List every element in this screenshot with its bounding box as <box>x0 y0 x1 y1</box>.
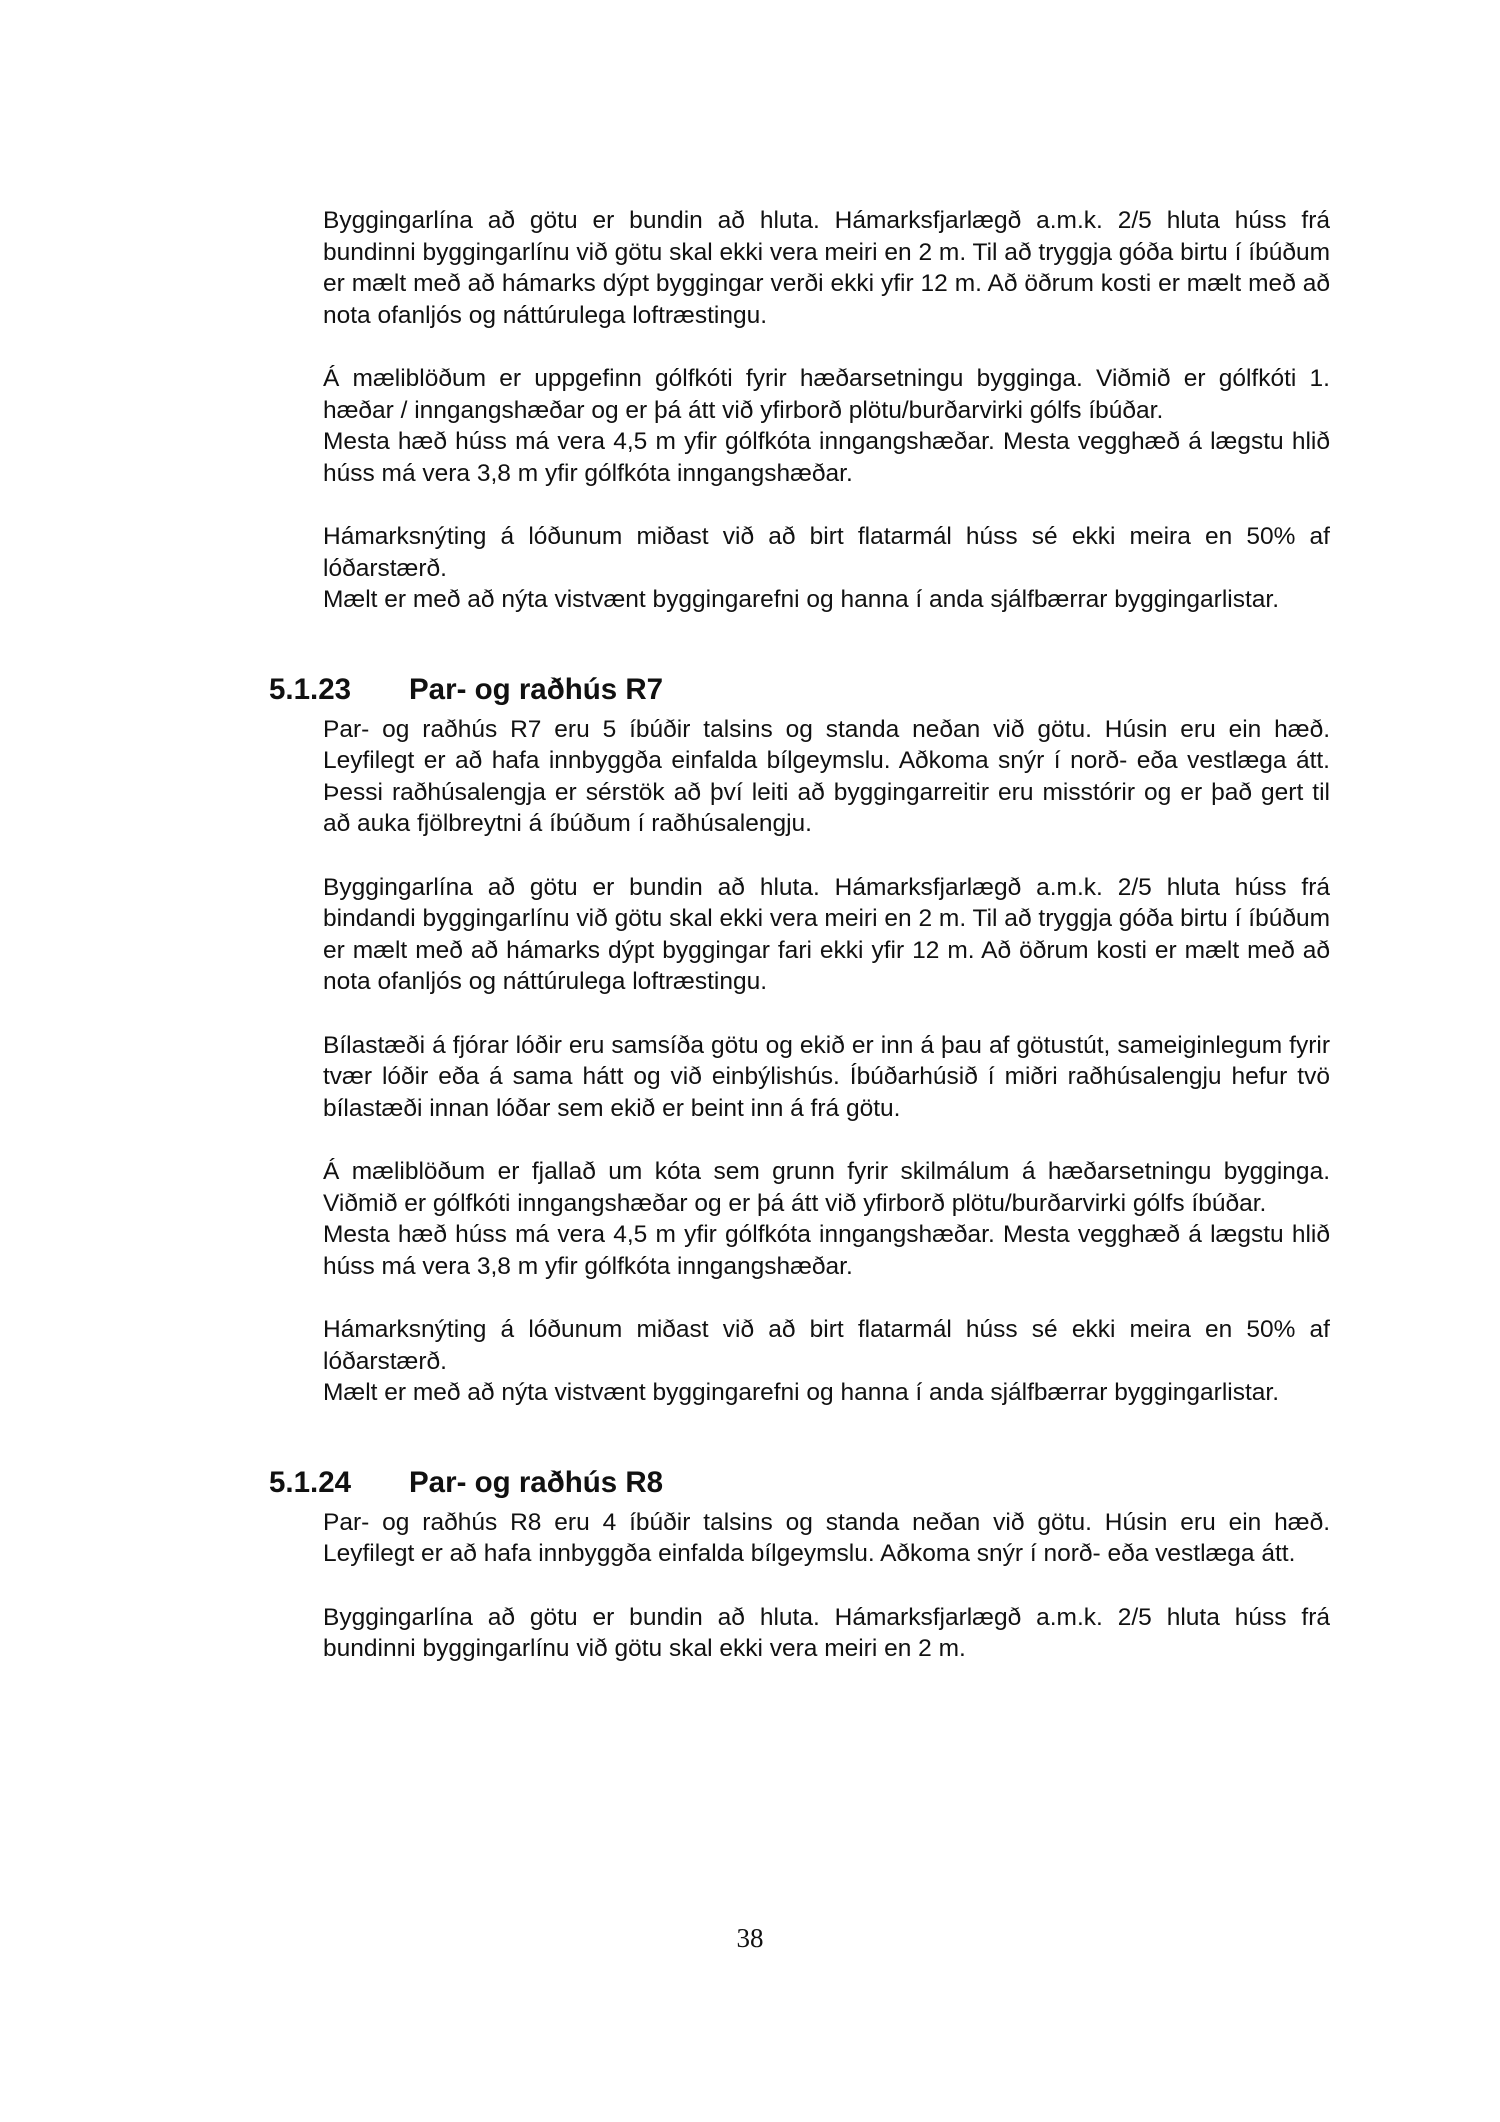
intro-floor-level-paragraph: Á mæliblöðum er uppgefinn gólfkóti fyrir hæðarsetningu bygginga. Viðmið er gólfkóti 1. hæðar / inngangshæðar og er þá átt við yfirborð plötu/burðarvirki gólfs íbúðar. <box>323 365 1330 424</box>
r7-description-paragraph: Par- og raðhús R7 eru 5 íbúðir talsins og standa neðan við götu. Húsin eru ein hæð. Leyfilegt er að hafa innbyggða einfalda bílgeymslu. Aðkoma snýr í norð- eða vestlæga átt. Þessi raðhúsalengja er sérstök að því leiti að byggingarreitir eru misstórir og er það gert til að auka fjölbreytni á íbúðum í raðhúsalengju. <box>323 715 1330 837</box>
r7-parking-paragraph: Bílastæði á fjórar lóðir eru samsíða götu og ekið er inn á þau af götustút, sameiginlegum fyrir tvær lóðir eða á sama hátt og við einbýlishús. Íbúðarhúsið í miðri raðhúsalengju hefur tvö bílastæði innan lóðar sem ekið er beint inn á frá götu. <box>323 1031 1330 1122</box>
intro-max-height-paragraph: Mesta hæð húss má vera 4,5 m yfir gólfkóta inngangshæðar. Mesta vegghæð á lægstu hlið húss má vera 3,8 m yfir gólfkóta inngangshæðar. <box>323 428 1330 487</box>
r7-utilization-paragraph: Hámarksnýting á lóðunum miðast við að birt flatarmál húss sé ekki meira en 50% af lóðarstærð. <box>323 1316 1330 1375</box>
section-r8-heading <box>269 1465 1276 1501</box>
intro-floor-level-block <box>323 363 1330 489</box>
section-r8-title: Par- og raðhús R8 <box>409 1465 664 1499</box>
r8-building-line-paragraph: Byggingarlína að götu er bundin að hluta. Hámarksfjarlægð a.m.k. 2/5 hluta húss frá bundinni byggingarlínu við götu skal ekki vera meiri en 2 m. <box>323 1603 1330 1662</box>
section-r8 <box>269 1465 1330 1665</box>
r7-floor-level-block <box>323 1156 1330 1282</box>
r7-floor-level-paragraph: Á mæliblöðum er fjallað um kóta sem grunn fyrir skilmálum á hæðarsetningu bygginga. Viðmið er gólfkóti inngangshæðar og er þá átt við yfirborð plötu/burðarvirki gólfs íbúðar. <box>323 1158 1330 1217</box>
section-r7-title: Par- og raðhús R7 <box>409 672 664 706</box>
r7-building-line-paragraph: Byggingarlína að götu er bundin að hluta. Hámarksfjarlægð a.m.k. 2/5 hluta húss frá bindandi byggingarlínu við götu skal ekki vera meiri en 2 m. Til að tryggja góða birtu í íbúðum er mælt með að hámarks dýpt byggingar fari ekki yfir 12 m. Að öðrum kosti er mælt með að nota ofanljós og náttúrulega loftræstingu. <box>323 873 1330 995</box>
r7-utilization-block <box>323 1314 1330 1409</box>
section-r7-number: 5.1.23 <box>269 672 352 706</box>
intro-building-line-paragraph: Byggingarlína að götu er bundin að hluta. Hámarksfjarlægð a.m.k. 2/5 hluta húss frá bundinni byggingarlínu við götu skal ekki vera meiri en 2 m. Til að tryggja góða birtu í íbúðum er mælt með að hámarks dýpt byggingar verði ekki yfir 12 m. Að öðrum kosti er mælt með að nota ofanljós og náttúrulega loftræstingu. <box>323 207 1330 329</box>
section-r8-number: 5.1.24 <box>269 1465 352 1499</box>
intro-sustainable-paragraph: Mælt er með að nýta vistvænt byggingarefni og hanna í anda sjálfbærrar byggingarlistar. <box>323 586 1280 613</box>
intro-utilization-paragraph: Hámarksnýting á lóðunum miðast við að birt flatarmál húss sé ekki meira en 50% af lóðarstærð. <box>323 523 1330 582</box>
r7-max-height-paragraph: Mesta hæð húss má vera 4,5 m yfir gólfkóta inngangshæðar. Mesta vegghæð á lægstu hlið húss má vera 3,8 m yfir gólfkóta inngangshæðar. <box>323 1221 1330 1280</box>
r7-sustainable-paragraph: Mælt er með að nýta vistvænt byggingarefni og hanna í anda sjálfbærrar byggingarlistar. <box>323 1379 1280 1406</box>
page-content <box>269 205 1330 1665</box>
r8-description-paragraph: Par- og raðhús R8 eru 4 íbúðir talsins og standa neðan við götu. Húsin eru ein hæð. Leyfilegt er að hafa innbyggða einfalda bílgeymslu. Aðkoma snýr í norð- eða vestlæga átt. <box>323 1508 1330 1567</box>
section-r7 <box>269 672 1330 1409</box>
intro-utilization-block <box>323 521 1330 616</box>
page-number: 38 <box>736 1923 764 1953</box>
section-r7-heading <box>269 672 1276 708</box>
